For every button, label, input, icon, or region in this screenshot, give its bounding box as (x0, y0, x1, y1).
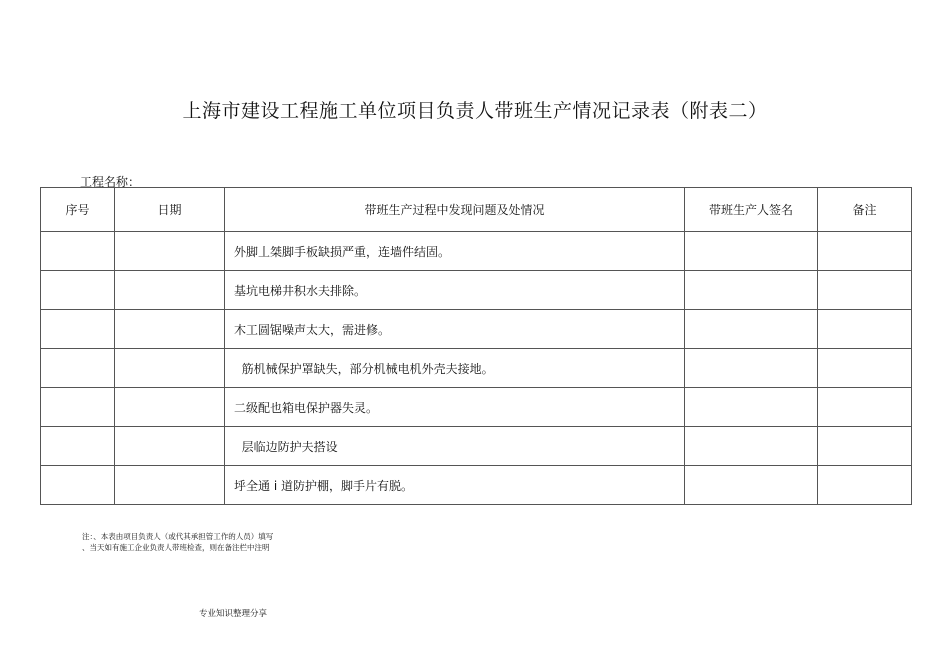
table-row (41, 349, 912, 388)
header-date: 日期 (115, 188, 225, 232)
header-no: 序号 (41, 188, 115, 232)
notes (82, 531, 273, 553)
table-row (41, 388, 912, 427)
header-remark: 备注 (818, 188, 912, 232)
project-name-label: 工程名称： (80, 175, 141, 189)
cell-date (115, 466, 225, 505)
cell-signature (685, 388, 818, 427)
cell-issue: 二级配也箱电保护器失灵。 (225, 388, 685, 427)
cell-remark (818, 427, 912, 466)
cell-date (115, 388, 225, 427)
note-line: 注：、本表由项目负责人（或代其承担管工作的人员）填写 (82, 532, 274, 541)
cell-signature (685, 427, 818, 466)
cell-date (115, 271, 225, 310)
footer-text: 专业知识整理分享 (199, 609, 268, 619)
table-row (41, 271, 912, 310)
cell-signature (685, 232, 818, 271)
cell-issue: 筋机械保护罩缺失，部分机械电机外壳夫接地。 (225, 349, 685, 388)
cell-no (41, 388, 115, 427)
cell-date (115, 427, 225, 466)
cell-remark (818, 310, 912, 349)
cell-no (41, 427, 115, 466)
cell-issue: 基坑电梯井积水夫排除。 (225, 271, 685, 310)
cell-no (41, 310, 115, 349)
cell-signature (685, 349, 818, 388)
cell-date (115, 310, 225, 349)
cell-remark (818, 388, 912, 427)
header-signature: 带班生产人签名 (685, 188, 818, 232)
cell-date (115, 232, 225, 271)
cell-remark (818, 466, 912, 505)
cell-remark (818, 349, 912, 388)
cell-remark (818, 232, 912, 271)
cell-issue: 层临边防护夫搭设 (225, 427, 685, 466)
cell-no (41, 271, 115, 310)
table-row (41, 466, 912, 505)
cell-signature (685, 466, 818, 505)
table-row (41, 427, 912, 466)
cell-signature (685, 271, 818, 310)
cell-no (41, 232, 115, 271)
cell-no (41, 466, 115, 505)
header-issue: 带班生产过程中发现问题及处情况 (225, 188, 685, 232)
cell-issue: 外脚丄桀脚手板缺损严重，连墙件结固。 (225, 232, 685, 271)
table-header-row (41, 188, 912, 232)
cell-no (41, 349, 115, 388)
record-table (40, 187, 912, 505)
table-row (41, 232, 912, 271)
note-line: 、当天如有施工企业负责人带班检查，则在备注栏中注明 (82, 543, 270, 552)
cell-signature (685, 310, 818, 349)
page-title: 上海市建设工程施工单位项目负责人带班生产情况记录表（附表二） (182, 100, 768, 122)
cell-date (115, 349, 225, 388)
cell-issue: 木工圆锯噪声太大，需进修。 (225, 310, 685, 349)
cell-issue: 垀全通 i 道防护棚，脚手片有脱。 (225, 466, 685, 505)
table-row (41, 310, 912, 349)
cell-remark (818, 271, 912, 310)
